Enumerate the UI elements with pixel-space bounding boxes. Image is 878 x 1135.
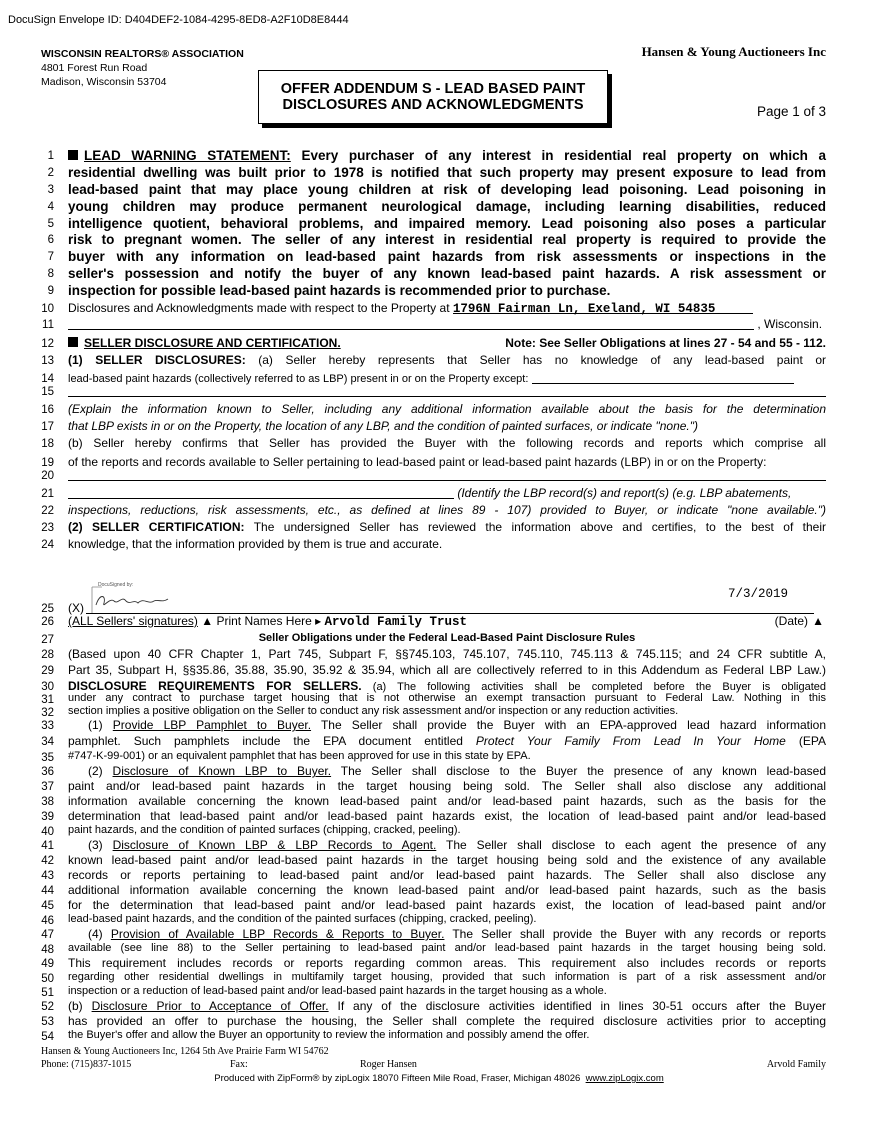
disclosure-requirements-heading: DISCLOSURE REQUIREMENTS FOR SELLERS. [68,679,362,693]
line-number: 13 [41,355,54,367]
line-number: 35 [41,752,54,764]
line-2: residential dwelling was built prior to 1978 is notified that such property may present exposure to lead from [68,165,826,180]
line-number: 10 [41,303,54,315]
line-number: 44 [41,885,54,897]
line-number: 42 [41,855,54,867]
line-number: 2 [47,167,54,179]
line-number: 54 [41,1031,54,1043]
up-arrow-icon: ▲ [197,614,217,628]
line-number: 1 [47,150,54,162]
line-number: 16 [41,404,54,416]
line-31: under any contract to purchase target housing that is not otherwise an exempt transaction pursuant to Federal Law. Nothing in this [68,692,826,704]
line-13-text: (a) Seller hereby represents that Seller has no knowledge of any lead-based paint or [258,353,826,367]
line-41 [68,838,826,852]
line-number: 25 [41,603,54,615]
association-name: WISCONSIN REALTORS® ASSOCIATION [41,48,244,60]
line-48: available (see line 88) to the Seller pertaining to lead-based paint and/or lead-based paint hazards in the target housing being sold. [68,942,826,954]
line-43: records or reports pertaining to lead-based paint and/or lead-based paint hazards. The Seller shall also disclose any [68,868,826,882]
footer-agent: Roger Hansen [360,1059,417,1070]
line-number: 11 [42,319,54,331]
line-number: 48 [41,944,54,956]
line-35: #747-K-99-001) or an equivalent pamphlet that has been approved for use in this state by EPA. [68,750,531,762]
line-number: 7 [47,251,54,263]
line-51: inspection or a reduction of lead-based paint and/or lead-based paint hazards in the target housing as a whole. [68,985,607,997]
line-number: 46 [41,915,54,927]
line-number: 12 [41,338,54,350]
line-number: 53 [41,1016,54,1028]
line-number: 27 [41,634,54,646]
line-number: 50 [41,973,54,985]
line-7: buyer with any information on lead-based paint hazards from risk assessments or inspections in the [68,249,826,264]
signature-x-label: (X) [68,601,84,615]
line-45: for the determination that lead-based paint and/or lead-based paint hazards exist, the location of lead-based paint and/or [68,898,826,912]
title-line1: OFFER ADDENDUM S - LEAD BASED PAINT [280,81,586,97]
association-city: Madison, Wisconsin 53704 [41,76,167,88]
line-number: 22 [41,505,54,517]
line-44: additional information available concerning the known lead-based paint and/or lead-based paint hazards, such as the basis [68,883,826,897]
property-underline [453,301,753,314]
line-34-text: pamphlet. Such pamphlets include the EPA document entitled [68,734,463,748]
provision-records-heading: Provision of Available LBP Records & Reports to Buyer. [110,927,445,941]
line-1-text: Every purchaser of any interest in residential real property on which a [301,148,826,163]
line-number: 49 [41,958,54,970]
line-8: seller's possession and notify the buyer of any known lead-based paint hazards. A risk assessment or [68,266,826,281]
lbp-except-line [532,371,794,384]
lbp-records-line [68,486,454,499]
line-32: section implies a positive obligation on the Seller to conduct any risk assessment and/or inspection or any reduction activities. [68,705,679,717]
checkbox-square-icon [68,337,78,347]
line-53: has provided an offer to purchase the housing, the Seller shall complete the required disclosure activities prior to accepting [68,1014,826,1028]
line-number: 34 [41,736,54,748]
line-49: This requirement includes records or reports regarding common areas. This requirement also includes records or reports [68,956,826,970]
seller-obligations-note: Note: See Seller Obligations at lines 27 - 54 and 55 - 112. [505,336,826,350]
checkbox-square-icon [68,150,78,160]
line-52-text: If any of the disclosure activities identified in lines 30-51 occurs after the Buyer [337,999,826,1013]
line-40: paint hazards, and the condition of painted surfaces (chipping, cracked, peeling). [68,824,461,836]
line-33 [68,718,826,732]
line-number: 24 [41,539,54,551]
line-3: lead-based paint that may place young children at risk of developing lead poisoning. Lead poisoning in [68,182,826,197]
line-34 [68,734,826,748]
line-number: 17 [41,421,54,433]
up-arrow-icon: ▲ [812,614,824,628]
disclosure-prior-heading: Disclosure Prior to Acceptance of Offer. [91,999,329,1013]
line-23-text: The undersigned Seller has reviewed the information above and certifies, to the best of their [253,520,827,534]
line-24: knowledge, that the information provided by them is true and accurate. [68,537,443,551]
footer-address: Hansen & Young Auctioneers Inc, 1264 5th Ave Prairie Farm WI 54762 [41,1046,329,1057]
line-11 [68,317,826,331]
line-27: Seller Obligations under the Federal Lead-Based Paint Disclosure Rules [258,632,636,644]
footer-fax: Fax: [230,1059,248,1070]
line-number: 19 [41,457,54,469]
seller-disclosures-label: (1) SELLER DISCLOSURES: [68,353,246,367]
line-15-blank [68,384,826,397]
produced-by-text: Produced with ZipForm® by zipLogix 18070 Fifteen Mile Road, Fraser, Michigan 48026 [214,1073,581,1084]
line-21-text: (Identify the LBP record(s) and report(s) (e.g. LBP abatements, [457,486,792,500]
page-number: Page 1 of 3 [756,104,826,119]
line-19: of the reports and records available to Seller pertaining to lead-based paint or lead-based paint hazards (LBP) in or on the Property: [68,455,767,469]
line-47-text: The Seller shall provide the Buyer with any records or reports [452,927,826,941]
disclosure-agent-heading: Disclosure of Known LBP & LBP Records to Agent. [112,838,437,852]
line-22: inspections, reductions, risk assessments, etc., as defined at lines 89 - 107) provided to Buyer, or indicate "none available.") [68,503,826,517]
association-address [41,47,244,89]
line-1 [68,148,826,163]
property-address: 1796N Fairman Ln, Exeland, WI 54835 [452,302,716,316]
line-number: 45 [41,900,54,912]
line-30 [68,679,826,693]
line-number: 43 [41,870,54,882]
all-sellers-label: (ALL Sellers' signatures) [68,614,198,628]
line-10 [68,301,826,316]
line-number: 31 [41,694,54,706]
line-14 [68,371,826,385]
line-number: 33 [41,720,54,732]
line-number: 37 [41,781,54,793]
line-52 [68,999,826,1013]
line-number: 8 [47,268,54,280]
item-2-number: (2) [88,764,103,778]
line-number: 3 [47,184,54,196]
association-street: 4801 Forest Run Road [41,62,148,74]
line-4: young children may produce permanent neurological damage, including learning disabilities, reduced [68,199,826,214]
line-41-text: The Seller shall disclose to each agent the presence of any [445,838,826,852]
line-number: 36 [41,766,54,778]
line-21 [68,486,826,500]
line-26 [68,614,826,629]
line-number: 38 [41,796,54,808]
footer-phone: Phone: (715)837-1015 [41,1059,132,1070]
line-47 [68,927,826,941]
line-number: 40 [41,826,54,838]
line-36-text: The Seller shall disclose to the Buyer the presence of any known lead-based [340,764,826,778]
company-name: Hansen & Young Auctioneers Inc [641,44,826,59]
line-number: 28 [41,649,54,661]
item-1-number: (1) [88,718,103,732]
ziplogix-link[interactable]: www.zipLogix.com [585,1073,664,1084]
line-39: determination that lead-based paint and/or lead-based paint hazards exist, the location of lead-based paint and/or lead-based [68,809,826,823]
envelope-id: DocuSign Envelope ID: D404DEF2-1084-4295-8ED8-A2F10D8E8444 [8,14,349,26]
seller-certification-label: (2) SELLER CERTIFICATION: [68,520,245,534]
line-13 [68,353,826,367]
right-arrow-icon: ▸ [311,614,325,628]
line-number: 14 [41,373,54,385]
line-6: risk to pregnant women. The seller of any interest in residential real property is required to provide the [68,232,826,247]
line-54: the Buyer's offer and allow the Buyer an opportunity to review the information and possibly amend the offer. [68,1029,590,1041]
line-14-text: lead-based paint hazards (collectively referred to as LBP) present in or on the Property except: [68,373,529,385]
property-label: Disclosures and Acknowledgments made with respect to the Property at [68,301,450,315]
line-37: paint and/or lead-based paint hazards in the target housing being sold. The Seller shall also disclose any additional [68,779,826,793]
line-17: that LBP exists in or on the Property, the location of any LBP, and the condition of painted surfaces, or indicate "none.") [68,419,699,433]
line-number: 26 [41,616,54,628]
line-number: 39 [41,811,54,823]
line-number: 5 [47,218,54,230]
line-12 [68,336,826,350]
print-name-value: Arvold Family Trust [324,615,468,629]
line-46: lead-based paint hazards, and the condition of the painted surfaces (chipping, cracked, peeling). [68,913,537,925]
signature-line [86,601,814,614]
line-number: 9 [47,285,54,297]
line-number: 29 [41,665,54,677]
line-number: 21 [41,488,54,500]
print-names-label: Print Names Here [216,614,312,628]
line-5: intelligence quotient, behavioral problems, and impaired memory. Lead poisoning also poses a particular [68,216,826,231]
line-36 [68,764,826,778]
line-number: 52 [41,1001,54,1013]
docusigned-label: DocuSigned by: [98,582,134,588]
line-23 [68,520,826,534]
seller-disclosure-heading: SELLER DISCLOSURE AND CERTIFICATION. [84,336,341,350]
line-number: 30 [41,681,54,693]
lead-warning-heading: LEAD WARNING STATEMENT: [84,148,291,163]
date-label: (Date) [774,614,808,628]
line-33-text: The Seller shall provide the Buyer with an EPA-approved lead hazard information [320,718,827,732]
line-number: 32 [41,707,54,719]
item-b-number: (b) [68,999,83,1013]
item-4-number: (4) [88,927,103,941]
footer-produced [0,1073,878,1084]
wisconsin-label: , Wisconsin. [757,317,823,331]
line-20-blank [68,468,826,481]
disclosure-known-lbp-heading: Disclosure of Known LBP to Buyer. [112,764,332,778]
line-number: 51 [41,987,54,999]
epa-document-title: Protect Your Family From Lead In Your Home [475,734,786,748]
line-30-text: (a) The following activities shall be completed before the Buyer is obligated [372,681,826,693]
signature-date: 7/3/2019 [728,587,789,601]
provide-pamphlet-heading: Provide LBP Pamphlet to Buyer. [112,718,312,732]
line-number: 18 [41,438,54,450]
line-number: 20 [41,470,54,482]
line-38: information available concerning the known lead-based paint and/or lead-based paint hazards, such as the basis for the [68,794,826,808]
line-34-epa: (EPA [798,734,826,748]
line-29: Part 35, Subpart H, §§35.86, 35.88, 35.90, 35.92 & 35.94, which all are collectively referred to in this Addendum as Federal LBP Law.) [68,663,826,677]
line-28: (Based upon 40 CFR Chapter 1, Part 745, Subpart F, §§745.103, 745.107, 745.110, 745.113 & 745.115; and 24 CFR subtitle A, [68,647,826,661]
line-50: regarding other residential dwellings in multifamily target housing, provided that such information is part of a risk assessment and/or [68,971,826,983]
line-42: known lead-based paint and/or lead-based paint hazards in the target housing being sold and the existence of any available [68,853,826,867]
line-9: inspection for possible lead-based paint hazards is recommended prior to purchase. [68,283,611,298]
line-number: 47 [41,929,54,941]
property-line-2 [68,317,754,330]
line-number: 4 [47,201,54,213]
line-18: (b) Seller hereby confirms that Seller has provided the Buyer with the following records and reports which comprise all [68,436,826,450]
line-number: 15 [41,386,54,398]
line-16: (Explain the information known to Seller, including any additional information available about the basis for the determination [68,402,826,416]
line-number: 6 [47,234,54,246]
line-25 [68,601,826,615]
title-line2: DISCLOSURES AND ACKNOWLEDGMENTS [282,97,584,113]
form-title [258,70,608,124]
item-3-number: (3) [88,838,103,852]
line-number: 23 [41,522,54,534]
footer-client: Arvold Family [766,1059,826,1070]
line-number: 41 [41,840,54,852]
